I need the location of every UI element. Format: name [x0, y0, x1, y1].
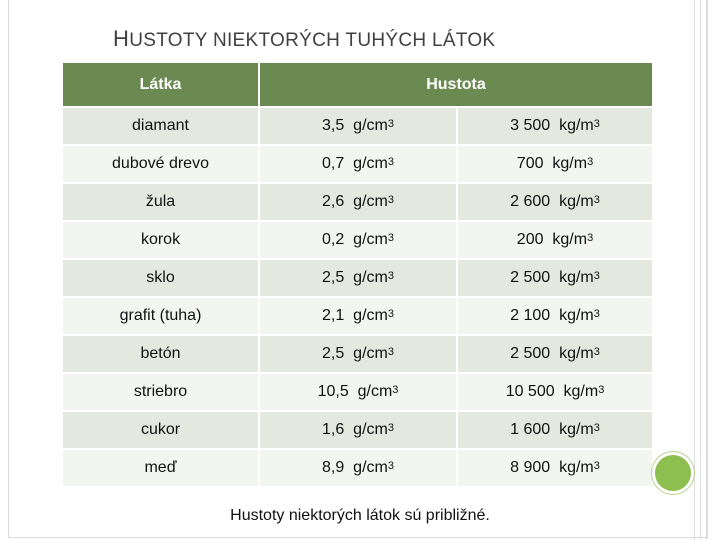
unit-exponent: 3 [387, 422, 394, 434]
density-kgm-cell [458, 220, 652, 258]
unit-exponent: 3 [387, 118, 394, 130]
table-row [63, 296, 652, 334]
unit-exponent: 3 [593, 270, 600, 282]
substance-name: korok [140, 231, 181, 248]
substance-name: dubové drevo [112, 155, 209, 172]
substance-cell [63, 258, 260, 296]
density-kgm-cell [458, 144, 652, 182]
unit-gcm-text: g/cm [357, 383, 393, 400]
substance-cell [63, 220, 260, 258]
unit-kgm [552, 231, 593, 248]
density-gcm-cell [260, 182, 458, 220]
unit-exponent: 3 [593, 194, 600, 206]
unit-kgm [559, 117, 600, 134]
density-kgm-cell [458, 258, 652, 296]
density-kgm-value: 2 600 [510, 193, 551, 210]
title-initial: H [113, 26, 130, 51]
substance-name: diamant [132, 117, 189, 134]
unit-exponent: 3 [593, 460, 600, 472]
unit-exponent: 3 [593, 422, 600, 434]
unit-kgm [552, 155, 593, 172]
unit-kgm-text: kg/m [559, 269, 594, 286]
unit-exponent: 3 [392, 384, 399, 396]
unit-kgm [564, 383, 605, 400]
density-gcm-cell [260, 334, 458, 372]
unit-gcm [353, 459, 394, 476]
density-table [63, 63, 652, 486]
unit-gcm [353, 231, 394, 248]
substance-cell [63, 334, 260, 372]
decorative-circle [652, 452, 694, 494]
density-kgm-value: 2 500 [510, 269, 551, 286]
substance-name: sklo [146, 269, 175, 286]
density-gcm-value: 0,7 [322, 155, 345, 172]
unit-kgm-text: kg/m [559, 193, 594, 210]
unit-exponent: 3 [387, 346, 394, 358]
table-row [63, 448, 652, 486]
density-kgm-cell [458, 296, 652, 334]
unit-gcm-text: g/cm [353, 421, 388, 438]
substance-name: grafit (tuha) [119, 307, 202, 324]
unit-gcm [353, 345, 394, 362]
substance-cell [63, 448, 260, 486]
footnote: Hustoty niektorých látok sú približné. [230, 507, 490, 524]
unit-kgm-text: kg/m [559, 421, 594, 438]
table-row [63, 220, 652, 258]
density-gcm-value: 10,5 [317, 383, 349, 400]
density-gcm-value: 3,5 [322, 117, 345, 134]
unit-gcm [353, 307, 394, 324]
density-gcm-value: 0,2 [322, 231, 345, 248]
density-gcm-cell [260, 106, 458, 144]
table-row [63, 410, 652, 448]
unit-gcm [353, 117, 394, 134]
density-kgm-cell [458, 448, 652, 486]
decor-line [700, 0, 701, 540]
substance-cell [63, 106, 260, 144]
unit-kgm [559, 193, 600, 210]
table-row [63, 372, 652, 410]
unit-exponent: 3 [387, 460, 394, 472]
substance-cell [63, 144, 260, 182]
density-gcm-value: 8,9 [322, 459, 345, 476]
unit-gcm [353, 193, 394, 210]
substance-name: striebro [133, 383, 188, 400]
density-gcm-value: 2,5 [322, 269, 345, 286]
unit-kgm-text: kg/m [559, 117, 594, 134]
density-kgm-value: 2 500 [510, 345, 551, 362]
unit-kgm [559, 269, 600, 286]
unit-exponent: 3 [387, 232, 394, 244]
density-gcm-cell [260, 372, 458, 410]
density-kgm-cell [458, 182, 652, 220]
unit-exponent: 3 [387, 308, 394, 320]
density-kgm-value: 1 600 [510, 421, 551, 438]
substance-name: cukor [140, 421, 181, 438]
substance-name: meď [144, 459, 177, 476]
unit-exponent: 3 [387, 194, 394, 206]
unit-kgm [559, 459, 600, 476]
density-gcm-cell [260, 448, 458, 486]
table-row [63, 258, 652, 296]
unit-gcm-text: g/cm [353, 307, 388, 324]
unit-gcm [353, 269, 394, 286]
unit-kgm-text: kg/m [552, 155, 588, 172]
density-gcm-value: 2,5 [322, 345, 345, 362]
density-kgm-cell [458, 372, 652, 410]
header-density: Hustota [260, 63, 652, 106]
unit-exponent: 3 [593, 346, 600, 358]
unit-kgm-text: kg/m [552, 231, 588, 248]
unit-exponent: 3 [387, 156, 394, 168]
density-gcm-cell [260, 220, 458, 258]
density-gcm-cell [260, 410, 458, 448]
unit-kgm-text: kg/m [559, 345, 594, 362]
density-kgm-cell [458, 410, 652, 448]
table-row [63, 182, 652, 220]
unit-gcm [353, 155, 394, 172]
density-kgm-value: 10 500 [505, 383, 555, 400]
density-kgm-cell [458, 334, 652, 372]
table-row [63, 106, 652, 144]
density-kgm-value: 200 [516, 231, 544, 248]
unit-gcm-text: g/cm [353, 345, 388, 362]
substance-cell [63, 410, 260, 448]
unit-gcm-text: g/cm [353, 459, 388, 476]
unit-exponent: 3 [593, 308, 600, 320]
unit-kgm [559, 421, 600, 438]
density-gcm-value: 1,6 [322, 421, 345, 438]
table-row [63, 334, 652, 372]
density-gcm-cell [260, 144, 458, 182]
unit-exponent: 3 [387, 270, 394, 282]
table-row [63, 144, 652, 182]
unit-kgm-text: kg/m [563, 383, 599, 400]
unit-kgm [559, 345, 600, 362]
header-substance: Látka [63, 63, 260, 106]
unit-gcm [353, 421, 394, 438]
unit-exponent: 3 [593, 118, 600, 130]
unit-gcm-text: g/cm [353, 155, 388, 172]
density-kgm-value: 3 500 [510, 117, 551, 134]
unit-gcm [358, 383, 399, 400]
substance-name: betón [140, 345, 181, 362]
title-rest: USTOTY NIEKTORÝCH TUHÝCH LÁTOK [129, 30, 496, 51]
table-header-row [63, 63, 652, 106]
density-gcm-cell [260, 296, 458, 334]
substance-cell [63, 372, 260, 410]
density-gcm-value: 2,1 [322, 307, 345, 324]
substance-cell [63, 296, 260, 334]
unit-gcm-text: g/cm [353, 193, 388, 210]
unit-gcm-text: g/cm [353, 231, 388, 248]
unit-kgm [559, 307, 600, 324]
density-kgm-value: 8 900 [510, 459, 551, 476]
page-title [113, 26, 495, 52]
density-kgm-value: 2 100 [510, 307, 551, 324]
table-body [63, 106, 652, 486]
unit-kgm-text: kg/m [559, 459, 594, 476]
unit-exponent: 3 [587, 232, 594, 244]
substance-name: žula [145, 193, 176, 210]
unit-kgm-text: kg/m [559, 307, 594, 324]
decor-line [694, 0, 695, 540]
unit-gcm-text: g/cm [353, 117, 388, 134]
unit-gcm-text: g/cm [353, 269, 388, 286]
density-kgm-value: 700 [516, 155, 544, 172]
density-gcm-cell [260, 258, 458, 296]
density-gcm-value: 2,6 [322, 193, 345, 210]
density-kgm-cell [458, 106, 652, 144]
decor-line [706, 0, 707, 540]
unit-exponent: 3 [587, 156, 594, 168]
unit-exponent: 3 [598, 384, 605, 396]
substance-cell [63, 182, 260, 220]
